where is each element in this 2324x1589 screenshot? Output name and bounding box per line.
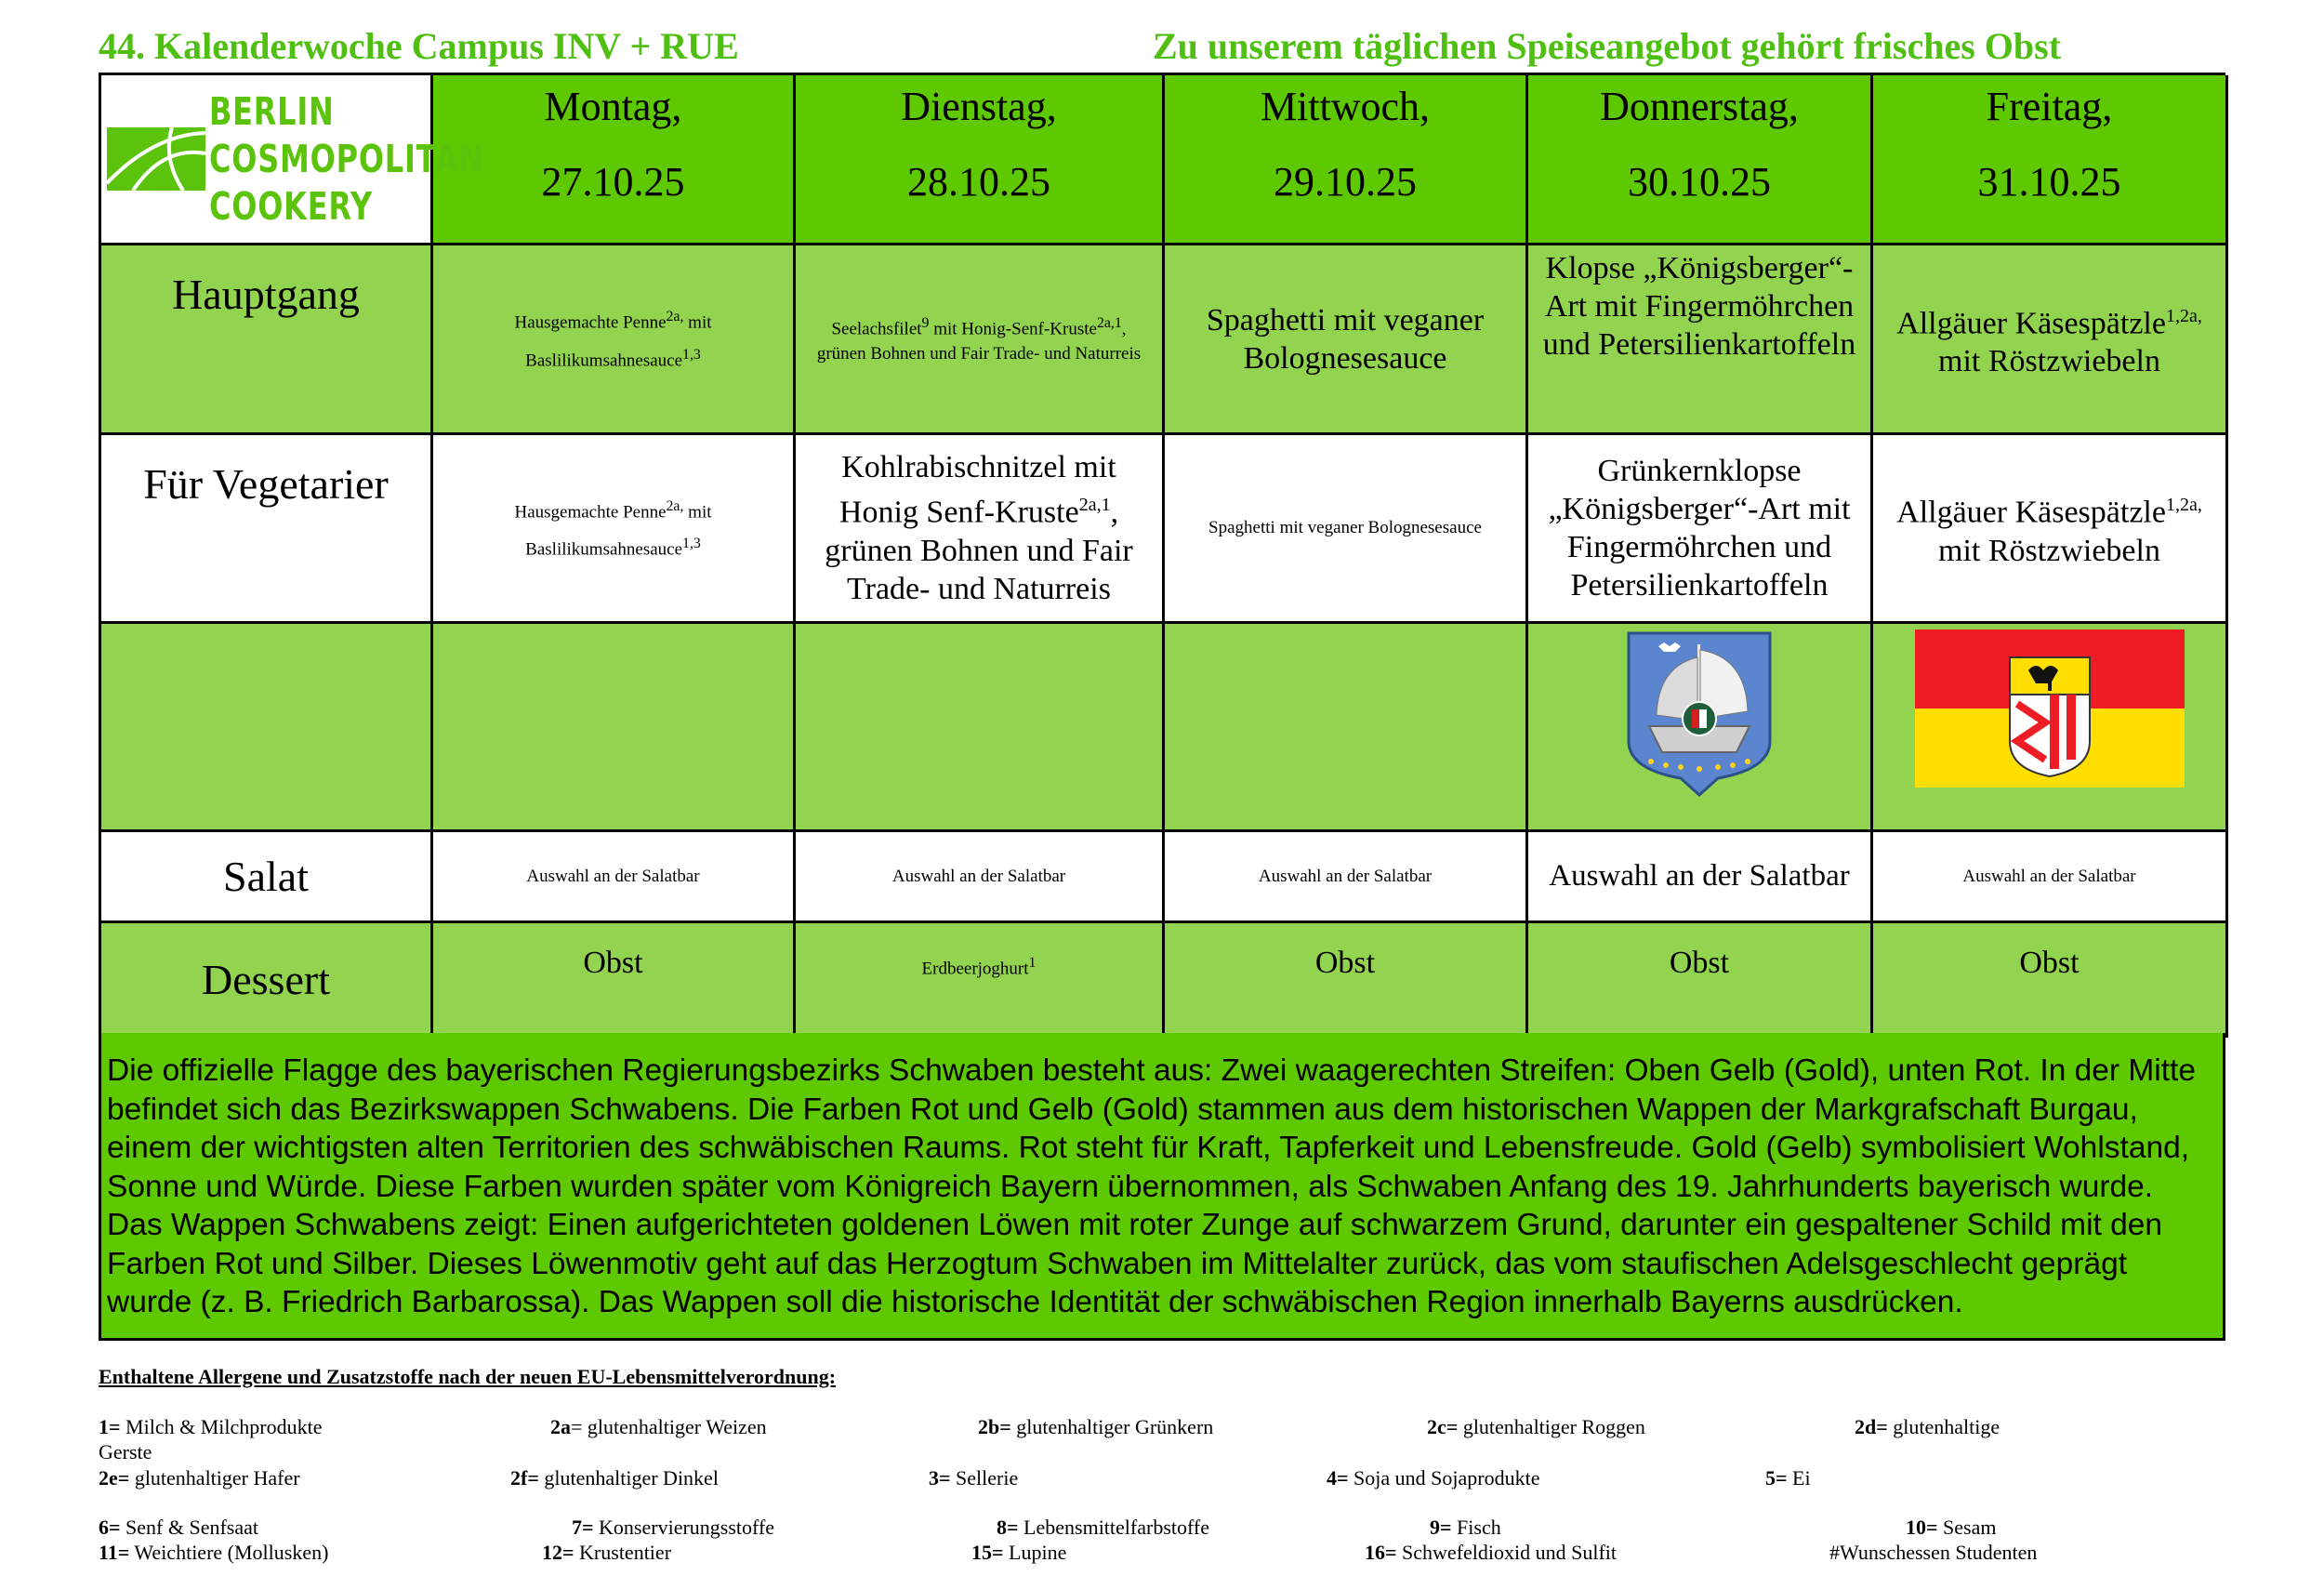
allergen-item xyxy=(550,1415,767,1439)
allergen-item xyxy=(99,1440,152,1464)
dish-text: Art mit Fingermöhrchen xyxy=(1544,289,1855,324)
allergen-code: 2d= xyxy=(1855,1415,1888,1438)
allergen-code: 8= xyxy=(997,1516,1019,1539)
dish-text: Trade- und Naturreis xyxy=(847,571,1111,606)
dessert-text: Erdbeerjoghurt xyxy=(921,959,1029,979)
allergen-sup: 1 xyxy=(1028,955,1037,971)
allergen-text: glutenhaltiger Hafer xyxy=(129,1466,300,1490)
allergen-text: Krustentier xyxy=(574,1541,672,1564)
allergen-code: 2b= xyxy=(978,1415,1011,1438)
vegetarier-freitag xyxy=(1873,435,2228,624)
salat-montag xyxy=(433,832,796,923)
salad-text: Auswahl an der Salatbar xyxy=(1962,866,2136,886)
dish-text: Kohlrabischnitzel mit xyxy=(841,450,1116,485)
hauptgang-dienstag xyxy=(796,245,1165,435)
allergen-item xyxy=(1855,1415,2000,1439)
dish-text: Fingermöhrchen und xyxy=(1566,530,1832,564)
allergen-text: glutenhaltiger Dinkel xyxy=(538,1466,719,1490)
week-title: 44. Kalenderwoche Campus INV + RUE xyxy=(99,25,739,67)
dish-text: mit Röstzwiebeln xyxy=(1938,344,2160,379)
salat-dienstag xyxy=(796,832,1165,923)
allergen-item xyxy=(929,1466,1018,1490)
day-name: Mittwoch, xyxy=(1260,84,1431,129)
dish-text: , xyxy=(1121,319,1127,339)
dessert-freitag xyxy=(1873,923,2228,1038)
allergen-text: Sellerie xyxy=(950,1466,1019,1490)
allergen-code: 7= xyxy=(572,1516,594,1539)
dish-text: grünen Bohnen und Fair Trade- und Naturreis xyxy=(816,343,1142,364)
salad-text: Auswahl an der Salatbar xyxy=(1258,866,1433,886)
day-header-donnerstag xyxy=(1528,75,1873,245)
allergen-code: 6= xyxy=(99,1516,121,1539)
allergen-text: glutenhaltige xyxy=(1887,1415,2000,1438)
hauptgang-donnerstag xyxy=(1528,245,1873,435)
salad-text: Auswahl an der Salatbar xyxy=(891,866,1066,886)
allergen-item xyxy=(1765,1466,1811,1490)
allergen-item xyxy=(997,1516,1209,1540)
allergen-text: Gerste xyxy=(99,1440,152,1463)
allergen-code: 3= xyxy=(929,1466,951,1490)
vegetarier-montag xyxy=(433,435,796,624)
allergen-item xyxy=(1430,1516,1501,1540)
image-mittwoch xyxy=(1165,624,1528,832)
vegetarier-dienstag xyxy=(796,435,1165,624)
dish-text: mit xyxy=(683,502,712,522)
allergen-text: Ei xyxy=(1787,1466,1811,1490)
allergen-code: 15= xyxy=(971,1541,1004,1564)
dish-text: und Petersilienkartoffeln xyxy=(1542,327,1856,362)
allergen-sup: 2a, xyxy=(666,309,684,325)
allergen-code: 2c= xyxy=(1427,1415,1459,1438)
wunschessen-note xyxy=(1829,1541,2037,1565)
allergen-text: Lupine xyxy=(1003,1541,1067,1564)
image-donnerstag xyxy=(1528,624,1873,832)
image-row-label xyxy=(101,624,433,832)
dish-text: Spaghetti mit veganer xyxy=(1206,302,1485,338)
allergen-code: 5= xyxy=(1765,1466,1788,1490)
dish-text: Hausgemachte Penne xyxy=(514,502,667,522)
allergen-text: Konservierungsstoffe xyxy=(593,1516,775,1539)
dish-text: Hausgemachte Penne xyxy=(514,312,667,333)
allergen-item xyxy=(1327,1466,1539,1490)
allergen-item xyxy=(99,1541,328,1565)
logo-line-2: COSMOPOLITAN xyxy=(209,136,484,181)
salad-text: Auswahl an der Salatbar xyxy=(526,866,700,886)
day-date: 31.10.25 xyxy=(1977,159,2121,205)
dish-text: Allgäuer Käsespätzle xyxy=(1896,306,2166,341)
allergen-text: #Wunschessen Studenten xyxy=(1829,1541,2038,1564)
fruit-notice: Zu unserem täglichen Speiseangebot gehört frisches Obst xyxy=(1153,25,2062,67)
logo-line-1: BERLIN xyxy=(209,88,335,134)
dish-text: grünen Bohnen und Fair xyxy=(825,533,1133,568)
dish-text: Klopse „Königsberger“- xyxy=(1545,251,1854,285)
allergen-item xyxy=(572,1516,774,1540)
salad-text: Auswahl an der Salatbar xyxy=(1549,859,1850,893)
allergen-code: 1= xyxy=(99,1415,121,1438)
allergen-code: 12= xyxy=(542,1541,574,1564)
dish-text: Grünkernklopse xyxy=(1597,454,1802,488)
logo-line-3: COOKERY xyxy=(209,183,373,229)
kaliningrad-coat-of-arms-icon xyxy=(1625,629,1774,797)
day-name: Donnerstag, xyxy=(1600,84,1799,129)
allergen-text: glutenhaltiger Roggen xyxy=(1458,1415,1645,1438)
allergen-code: 2e= xyxy=(99,1466,130,1490)
row-label-salat: Salat xyxy=(101,832,433,923)
hauptgang-montag xyxy=(433,245,796,435)
image-dienstag xyxy=(796,624,1165,832)
row-label-hauptgang: Hauptgang xyxy=(101,245,433,435)
allergen-item xyxy=(99,1415,322,1439)
allergen-sup: 2a, xyxy=(666,497,684,514)
dish-text: Petersilienkartoffeln xyxy=(1570,568,1829,602)
day-name: Dienstag, xyxy=(901,84,1057,129)
salat-freitag xyxy=(1873,832,2228,923)
dessert-text: Obst xyxy=(2019,946,2080,980)
schwaben-flag-icon xyxy=(1915,629,2185,788)
allergen-text: Schwefeldioxid und Sulfit xyxy=(1396,1541,1618,1564)
allergen-code: 9= xyxy=(1430,1516,1452,1539)
vegetarier-donnerstag xyxy=(1528,435,1873,624)
dish-text: , xyxy=(1110,495,1119,530)
allergen-code: 2a xyxy=(550,1415,571,1438)
allergen-code: 10= xyxy=(1906,1516,1938,1539)
salat-mittwoch xyxy=(1165,832,1528,923)
dish-text: Baslilikumsahnesauce xyxy=(525,350,683,370)
dessert-text: Obst xyxy=(1669,946,1730,980)
hauptgang-freitag xyxy=(1873,245,2228,435)
dish-text: Allgäuer Käsespätzle xyxy=(1896,495,2166,530)
menu-table xyxy=(99,73,2225,1033)
day-name: Freitag, xyxy=(1986,84,2113,129)
flag-info-text: Die offizielle Flagge des bayerischen Regierungsbezirks Schwaben besteht aus: Zwei waagerechten Streifen: Oben Gelb (Gold), unten Rot. In der Mitte befindet sich das Bezirkswappen Schwabens. Die Farben Rot und Gelb (Gold) stammen aus dem historischen Wappen der Markgrafschaft Burgau, einem der wichtigsten alten Territorien des schwäbischen Raums. Rot steht für Kraft, Tapferkeit und Lebensfreude. Gold (Gelb) symbolisiert Wohlstand, Sonne und Würde. Diese Farben wurden später vom Königreich Bayern übernommen, als Schwaben Anfang des 19. Jahrhunderts bayerisch wurde. Das Wappen Schwabens zeigt: Einen aufgerichteten goldenen Löwen mit roter Zunge auf schwarzem Grund, darunter ein gespaltener Schild mit den Farben Rot und Silber. Dieses Löwenmotiv geht auf das Herzogtum Schwaben im Mittelalter zurück, das vom staufischen Adelsgeschlecht geprägt wurde (z. B. Friedrich Barbarossa). Das Wappen soll die historische Identität der schwäbischen Region innerhalb Bayerns ausdrücken. xyxy=(99,1033,2225,1341)
day-date: 28.10.25 xyxy=(907,159,1050,205)
row-label-vegetarier: Für Vegetarier xyxy=(101,435,433,624)
dish-text: „Königsberger“-Art mit xyxy=(1548,492,1851,526)
dessert-mittwoch xyxy=(1165,923,1528,1038)
allergen-text: Fisch xyxy=(1451,1516,1501,1539)
allergen-title: Enthaltene Allergene und Zusatzstoffe nach der neuen EU-Lebensmittelverordnung: xyxy=(99,1365,837,1388)
allergen-sup: 9 xyxy=(921,315,930,332)
dessert-text: Obst xyxy=(1314,946,1376,980)
allergen-item xyxy=(510,1466,719,1490)
allergen-text: glutenhaltiger Grünkern xyxy=(1010,1415,1214,1438)
salat-donnerstag xyxy=(1528,832,1873,923)
dessert-text: Obst xyxy=(583,946,643,980)
dish-text: Bolognesesauce xyxy=(1243,340,1447,376)
allergen-sup: 2a,1 xyxy=(1078,495,1111,516)
dessert-donnerstag xyxy=(1528,923,1873,1038)
image-montag xyxy=(433,624,796,832)
dish-text: Honig Senf-Kruste xyxy=(838,495,1079,530)
allergen-text: Sesam xyxy=(1937,1516,1997,1539)
allergen-text: Weichtiere (Mollusken) xyxy=(129,1541,329,1564)
allergen-code: 4= xyxy=(1327,1466,1349,1490)
allergen-item xyxy=(971,1541,1066,1565)
row-label-dessert: Dessert xyxy=(101,923,433,1038)
dish-text: Seelachsfilet xyxy=(831,319,922,339)
allergen-text: = glutenhaltiger Weizen xyxy=(571,1415,767,1438)
hauptgang-mittwoch xyxy=(1165,245,1528,435)
allergen-code: 11= xyxy=(99,1541,130,1564)
dish-text: mit Honig-Senf-Kruste xyxy=(929,319,1097,339)
allergen-code: 16= xyxy=(1365,1541,1397,1564)
allergen-sup: 2a,1 xyxy=(1096,315,1122,332)
dish-text: mit xyxy=(683,312,712,333)
logo-mark-icon xyxy=(107,127,205,191)
allergen-sup: 1,3 xyxy=(682,346,701,363)
allergen-item xyxy=(542,1541,671,1565)
day-header-mittwoch xyxy=(1165,75,1528,245)
dessert-montag xyxy=(433,923,796,1038)
allergen-text: Lebensmittelfarbstoffe xyxy=(1018,1516,1210,1539)
day-date: 30.10.25 xyxy=(1628,159,1771,205)
dessert-dienstag xyxy=(796,923,1165,1038)
dish-text: mit Röstzwiebeln xyxy=(1938,533,2160,568)
allergen-sup: 1,3 xyxy=(682,536,701,551)
logo xyxy=(101,75,484,245)
allergen-sup: 1,2a, xyxy=(2165,305,2202,326)
allergen-item xyxy=(1365,1541,1617,1565)
allergen-item xyxy=(1906,1516,1997,1540)
dish-text: Baslilikumsahnesauce xyxy=(525,539,683,560)
allergen-code: 2f= xyxy=(510,1466,539,1490)
allergen-sup: 1,2a, xyxy=(2165,495,2202,516)
day-name: Montag, xyxy=(544,84,682,129)
allergen-item xyxy=(99,1466,300,1490)
allergen-text: Senf & Senfsaat xyxy=(120,1516,259,1539)
day-header-montag xyxy=(433,75,796,245)
allergen-text: Soja und Sojaprodukte xyxy=(1348,1466,1540,1490)
day-header-freitag xyxy=(1873,75,2228,245)
image-freitag xyxy=(1873,624,2228,832)
allergen-item xyxy=(978,1415,1213,1439)
day-date: 27.10.25 xyxy=(541,159,685,205)
allergen-item xyxy=(99,1516,258,1540)
dish-text: Spaghetti mit veganer Bolognesesauce xyxy=(1208,518,1482,537)
vegetarier-mittwoch xyxy=(1165,435,1528,624)
allergen-text: Milch & Milchprodukte xyxy=(120,1415,323,1438)
day-header-dienstag xyxy=(796,75,1165,245)
allergen-item xyxy=(1427,1415,1645,1439)
day-date: 29.10.25 xyxy=(1274,159,1417,205)
